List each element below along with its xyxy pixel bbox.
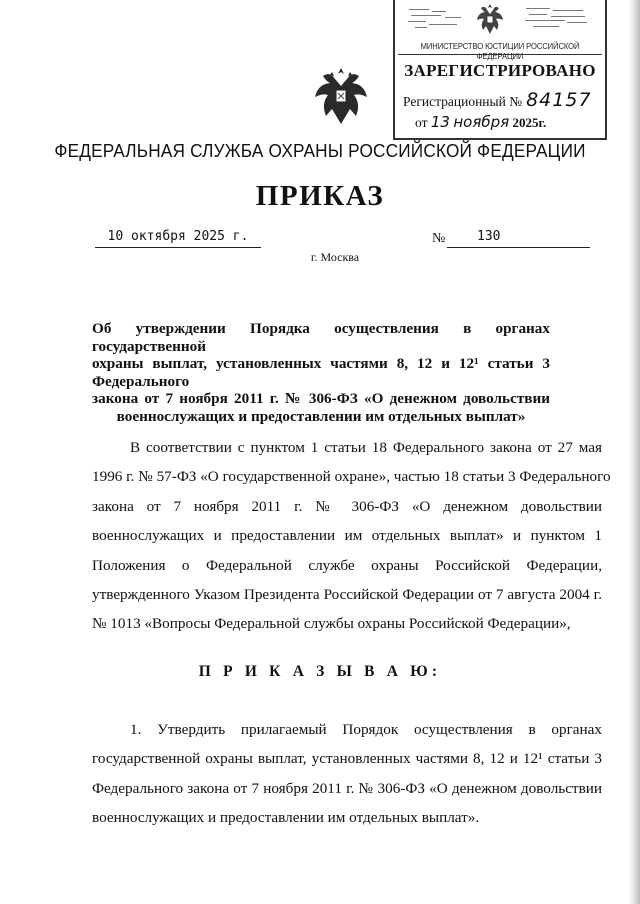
order-subject <box>92 320 550 425</box>
stamp-registration-line <box>403 89 592 111</box>
paragraph-line: Положения о Федеральной службе охраны Российской Федерации, <box>92 556 602 574</box>
order-date: 10 октября 2025 г. <box>95 229 261 248</box>
stamp-date-year: 2025г. <box>512 115 547 130</box>
paragraph-line: утвержденного Указом Президента Российской Федерации от 7 августа 2004 г. <box>92 586 602 604</box>
order-number-field <box>447 229 590 248</box>
paragraph-line: В соответствии с пунктом 1 статьи 18 Федерального закона от 27 мая <box>130 439 602 456</box>
item-1-paragraph <box>92 715 602 833</box>
agency-name: ФЕДЕРАЛЬНАЯ СЛУЖБА ОХРАНЫ РОССИЙСКОЙ ФЕДЕРАЦИИ <box>54 140 586 161</box>
stamp-registered: ЗАРЕГИСТРИРОВАНО <box>404 61 596 80</box>
stamp-divider <box>398 54 602 55</box>
paragraph-line: Федерального закона от 7 ноября 2011 г. № 306-ФЗ «О денежном довольствии <box>92 779 602 797</box>
stamp-date-line <box>415 113 546 131</box>
city: г. Москва <box>310 250 360 264</box>
stamp-reg-label: Регистрационный № <box>403 94 523 109</box>
document-title: ПРИКАЗ <box>255 180 385 212</box>
stamp-texture <box>407 6 465 30</box>
stamp-date-month: ноября <box>453 113 510 131</box>
subject-line: охраны выплат, установленных частями 8, 12 и 12¹ статьи 3 Федерального <box>92 355 550 390</box>
subject-line: Об утверждении Порядка осуществления в органах государственной <box>92 320 550 355</box>
scan-edge-shadow <box>628 0 640 904</box>
paragraph-line: государственной охраны выплат, установленных частями 8, 12 и 12¹ статьи 3 <box>92 750 602 768</box>
registration-stamp <box>393 0 607 140</box>
subject-line: закона от 7 ноября 2011 г. № 306-ФЗ «О денежном довольствии <box>92 390 550 407</box>
stamp-ministry: МИНИСТЕРСТВО ЮСТИЦИИ РОССИЙСКОЙ ФЕДЕРАЦИИ <box>420 41 580 61</box>
double-headed-eagle-icon <box>475 2 505 36</box>
subject-line: военнослужащих и предоставлении им отдельных выплат» <box>116 407 526 425</box>
stamp-reg-number: 84157 <box>526 89 592 111</box>
stamp-date-prefix: от <box>415 115 428 130</box>
order-number-label: № <box>432 231 446 246</box>
paragraph-line: № 1013 «Вопросы Федеральной службы охраны Российской Федерации», <box>92 615 571 633</box>
stamp-date-day: 13 <box>430 113 450 131</box>
preamble-paragraph <box>92 433 611 639</box>
stamp-texture <box>523 6 591 30</box>
paragraph-line: 1996 г. № 57-ФЗ «О государственной охране», частью 18 статьи 3 Федерального <box>92 468 611 486</box>
paragraph-line: военнослужащих и предоставлении им отдельных выплат». <box>92 809 480 827</box>
paragraph-line: военнослужащих и предоставлении им отдельных выплат» и пунктом 1 <box>92 527 602 545</box>
decree-heading: П Р И К А З Ы В А Ю: <box>198 663 442 680</box>
paragraph-line: 1. Утвердить прилагаемый Порядок осуществления в органах <box>130 721 602 738</box>
order-number: 130 <box>477 229 501 244</box>
paragraph-line: закона от 7 ноября 2011 г. № 306-ФЗ «О денежном довольствии <box>92 497 602 515</box>
double-headed-eagle-icon <box>313 66 369 126</box>
